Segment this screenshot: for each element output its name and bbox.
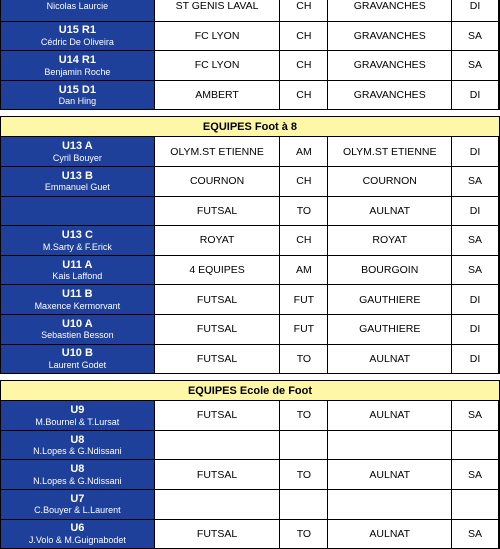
opponent-cell: COURNON (155, 167, 281, 197)
opponent-cell (155, 490, 281, 520)
team-name: U15 R1 (58, 24, 96, 37)
table-row (0, 431, 500, 461)
day-cell: SA (452, 22, 499, 52)
day-cell: SA (452, 520, 499, 549)
team-cell (0, 81, 155, 111)
team-name: U10 B (61, 347, 93, 360)
team-cell (0, 167, 155, 197)
opponent-cell: AMBERT (155, 81, 281, 111)
opponent-cell: FC LYON (155, 22, 281, 52)
day-cell: SA (452, 167, 499, 197)
coach-name: Benjamin Roche (44, 66, 111, 77)
day-cell: SA (452, 460, 499, 490)
type-cell: CH (280, 0, 328, 22)
table-row (0, 490, 500, 520)
opponent-cell: FC LYON (155, 51, 281, 81)
table-row (0, 81, 500, 111)
day-cell: DI (452, 81, 499, 111)
table-row (0, 401, 500, 431)
type-cell: CH (280, 167, 328, 197)
table-row (0, 22, 500, 52)
coach-name: Cyril Bouyer (52, 152, 102, 163)
type-cell (280, 431, 328, 461)
team-cell (0, 256, 155, 286)
day-cell: DI (452, 137, 499, 167)
type-cell: CH (280, 226, 328, 256)
table-row (0, 285, 500, 315)
type-cell: AM (280, 137, 328, 167)
opponent-cell: FUTSAL (155, 401, 281, 431)
type-cell: TO (280, 460, 328, 490)
team-cell (0, 22, 155, 52)
coach-name: M.Bournel & T.Lursat (35, 416, 120, 427)
venue-cell: AULNAT (328, 401, 452, 431)
team-cell (0, 520, 155, 549)
coach-name: Nicolas Laurcie (46, 1, 109, 12)
coach-name: J.Volo & M.Guignabodet (28, 535, 126, 546)
type-cell: CH (280, 51, 328, 81)
venue-cell (328, 431, 452, 461)
team-cell (0, 401, 155, 431)
team-cell (0, 460, 155, 490)
table-row (0, 51, 500, 81)
coach-name: Sebastien Besson (41, 330, 114, 341)
opponent-cell: FUTSAL (155, 520, 281, 549)
venue-cell: COURNON (328, 167, 452, 197)
coach-name: Kais Laffond (52, 271, 103, 282)
day-cell (452, 431, 499, 461)
table-row (0, 167, 500, 197)
venue-cell: GAUTHIERE (328, 315, 452, 345)
day-cell: DI (452, 345, 499, 375)
opponent-cell: FUTSAL (155, 315, 281, 345)
table-row (0, 137, 500, 167)
type-cell: TO (280, 401, 328, 431)
venue-cell: AULNAT (328, 197, 452, 227)
venue-cell: BOURGOIN (328, 256, 452, 286)
type-cell: CH (280, 81, 328, 111)
section-header: EQUIPES Ecole de Foot (0, 380, 500, 401)
opponent-cell: ST GENIS LAVAL (155, 0, 281, 22)
type-cell: CH (280, 22, 328, 52)
venue-cell: GRAVANCHES (328, 22, 452, 52)
venue-cell: AULNAT (328, 520, 452, 549)
table-row (0, 345, 500, 375)
venue-cell: OLYM.ST ETIENNE (328, 137, 452, 167)
opponent-cell: FUTSAL (155, 345, 281, 375)
venue-cell: GAUTHIERE (328, 285, 452, 315)
day-cell: DI (452, 315, 499, 345)
team-name: U13 C (61, 228, 93, 241)
day-cell (452, 490, 499, 520)
section-header: EQUIPES Foot à 8 (0, 116, 500, 137)
day-cell: SA (452, 256, 499, 286)
coach-name: C.Bouyer & L.Laurent (34, 505, 121, 516)
venue-cell: AULNAT (328, 345, 452, 375)
team-name: U11 A (62, 258, 93, 271)
opponent-cell: 4 EQUIPES (155, 256, 281, 286)
day-cell: DI (452, 197, 499, 227)
table-row (0, 315, 500, 345)
opponent-cell: FUTSAL (155, 285, 281, 315)
venue-cell (328, 490, 452, 520)
type-cell: TO (280, 197, 328, 227)
team-cell (0, 490, 155, 520)
team-cell (0, 285, 155, 315)
venue-cell: GRAVANCHES (328, 0, 452, 22)
day-cell: SA (452, 226, 499, 256)
type-cell: TO (280, 520, 328, 549)
day-cell: SA (452, 51, 499, 81)
type-cell: FUT (280, 315, 328, 345)
venue-cell: GRAVANCHES (328, 81, 452, 111)
day-cell: SA (452, 401, 499, 431)
team-name: U10 A (61, 317, 93, 330)
team-cell (0, 431, 155, 461)
team-cell (0, 137, 155, 167)
type-cell (280, 490, 328, 520)
day-cell: DI (452, 285, 499, 315)
type-cell: FUT (280, 285, 328, 315)
team-cell (0, 315, 155, 345)
team-cell (0, 226, 155, 256)
team-name: U14 R1 (58, 53, 96, 66)
team-name: U7 (70, 492, 85, 505)
opponent-cell: OLYM.ST ETIENNE (155, 137, 281, 167)
team-name: U11 B (62, 288, 93, 301)
type-cell: AM (280, 256, 328, 286)
opponent-cell (155, 431, 281, 461)
team-name: U6 (70, 522, 85, 535)
coach-name: M.Sarty & F.Erick (42, 241, 112, 252)
opponent-cell: FUTSAL (155, 197, 281, 227)
coach-name: Laurent Godet (48, 360, 107, 371)
team-cell (0, 51, 155, 81)
table-row (0, 520, 500, 549)
table-row (0, 197, 500, 227)
team-name: U9 (70, 403, 85, 416)
opponent-cell: ROYAT (155, 226, 281, 256)
coach-name: Dan Hing (58, 96, 97, 107)
type-cell: TO (280, 345, 328, 375)
coach-name: Emmanuel Guet (44, 182, 110, 193)
venue-cell: ROYAT (328, 226, 452, 256)
day-cell: DI (452, 0, 499, 22)
table-row (0, 460, 500, 490)
table-row (0, 0, 500, 22)
coach-name: Cédric De Oliveira (40, 37, 114, 48)
coach-name: Maxence Kermorvant (34, 300, 121, 311)
venue-cell: AULNAT (328, 460, 452, 490)
team-name: U13 A (61, 140, 93, 153)
team-cell (0, 0, 155, 22)
coach-name: N.Lopes & G.Ndissani (33, 446, 122, 457)
coach-name: N.Lopes & G.Ndissani (33, 475, 122, 486)
team-name: U8 (70, 463, 85, 476)
team-cell (0, 345, 155, 375)
table-row (0, 226, 500, 256)
team-name: U15 D1 (58, 83, 96, 96)
table-row (0, 256, 500, 286)
team-name: U13 B (61, 169, 93, 182)
team-cell (0, 197, 155, 227)
venue-cell: GRAVANCHES (328, 51, 452, 81)
opponent-cell: FUTSAL (155, 460, 281, 490)
team-name: U8 (70, 433, 85, 446)
